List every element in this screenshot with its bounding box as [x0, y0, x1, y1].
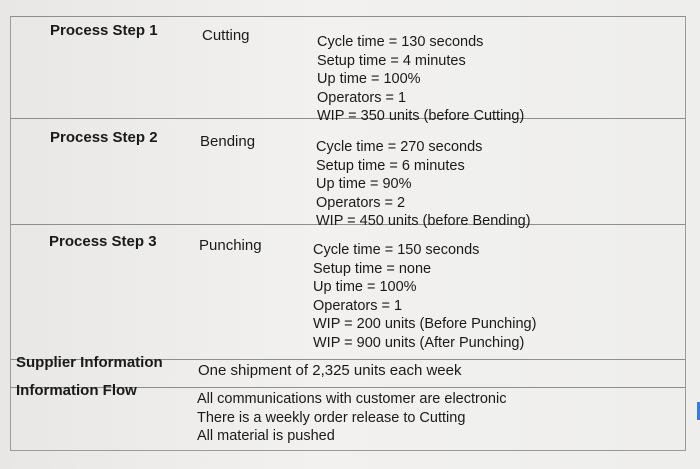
up-time: Up time = 90%: [316, 176, 412, 192]
information-flow-details: [197, 390, 506, 446]
wip-before: WIP = 200 units (Before Punching): [313, 316, 537, 332]
info-line: There is a weekly order release to Cutting: [197, 409, 466, 426]
wip: WIP = 450 units (before Bending): [316, 213, 531, 229]
process-operation: Punching: [199, 237, 262, 254]
operators: Operators = 1: [317, 89, 407, 106]
supplier-value: One shipment of 2,325 units each week: [198, 362, 462, 379]
process-step-label: Process Step 2: [50, 129, 158, 146]
row-divider: [10, 16, 686, 17]
operators: Operators = 2: [316, 194, 406, 211]
operators: Operators = 1: [313, 297, 403, 314]
process-operation: Cutting: [202, 27, 250, 44]
up-time: Up time = 100%: [317, 71, 421, 87]
info-line: All material is pushed: [197, 428, 335, 444]
process-details: [313, 241, 536, 352]
process-step-label: Process Step 3: [49, 233, 157, 250]
supplier-label: Supplier Information: [16, 354, 163, 371]
up-time: Up time = 100%: [313, 279, 417, 295]
setup-time: Setup time = none: [313, 260, 432, 277]
cycle-time: Cycle time = 270 seconds: [316, 139, 483, 155]
process-step-label: Process Step 1: [50, 22, 158, 39]
process-details: [317, 33, 524, 126]
cycle-time: Cycle time = 130 seconds: [317, 34, 484, 50]
cycle-time: Cycle time = 150 seconds: [313, 242, 480, 258]
information-flow-label: Information Flow: [16, 382, 137, 399]
process-operation: Bending: [200, 133, 256, 150]
wip: WIP = 350 units (before Cutting): [317, 108, 525, 124]
info-line: All communications with customer are electronic: [197, 391, 507, 407]
wip-after: WIP = 900 units (After Punching): [313, 334, 525, 351]
setup-time: Setup time = 4 minutes: [317, 52, 466, 69]
setup-time: Setup time = 6 minutes: [316, 157, 465, 174]
process-details: [316, 138, 531, 231]
